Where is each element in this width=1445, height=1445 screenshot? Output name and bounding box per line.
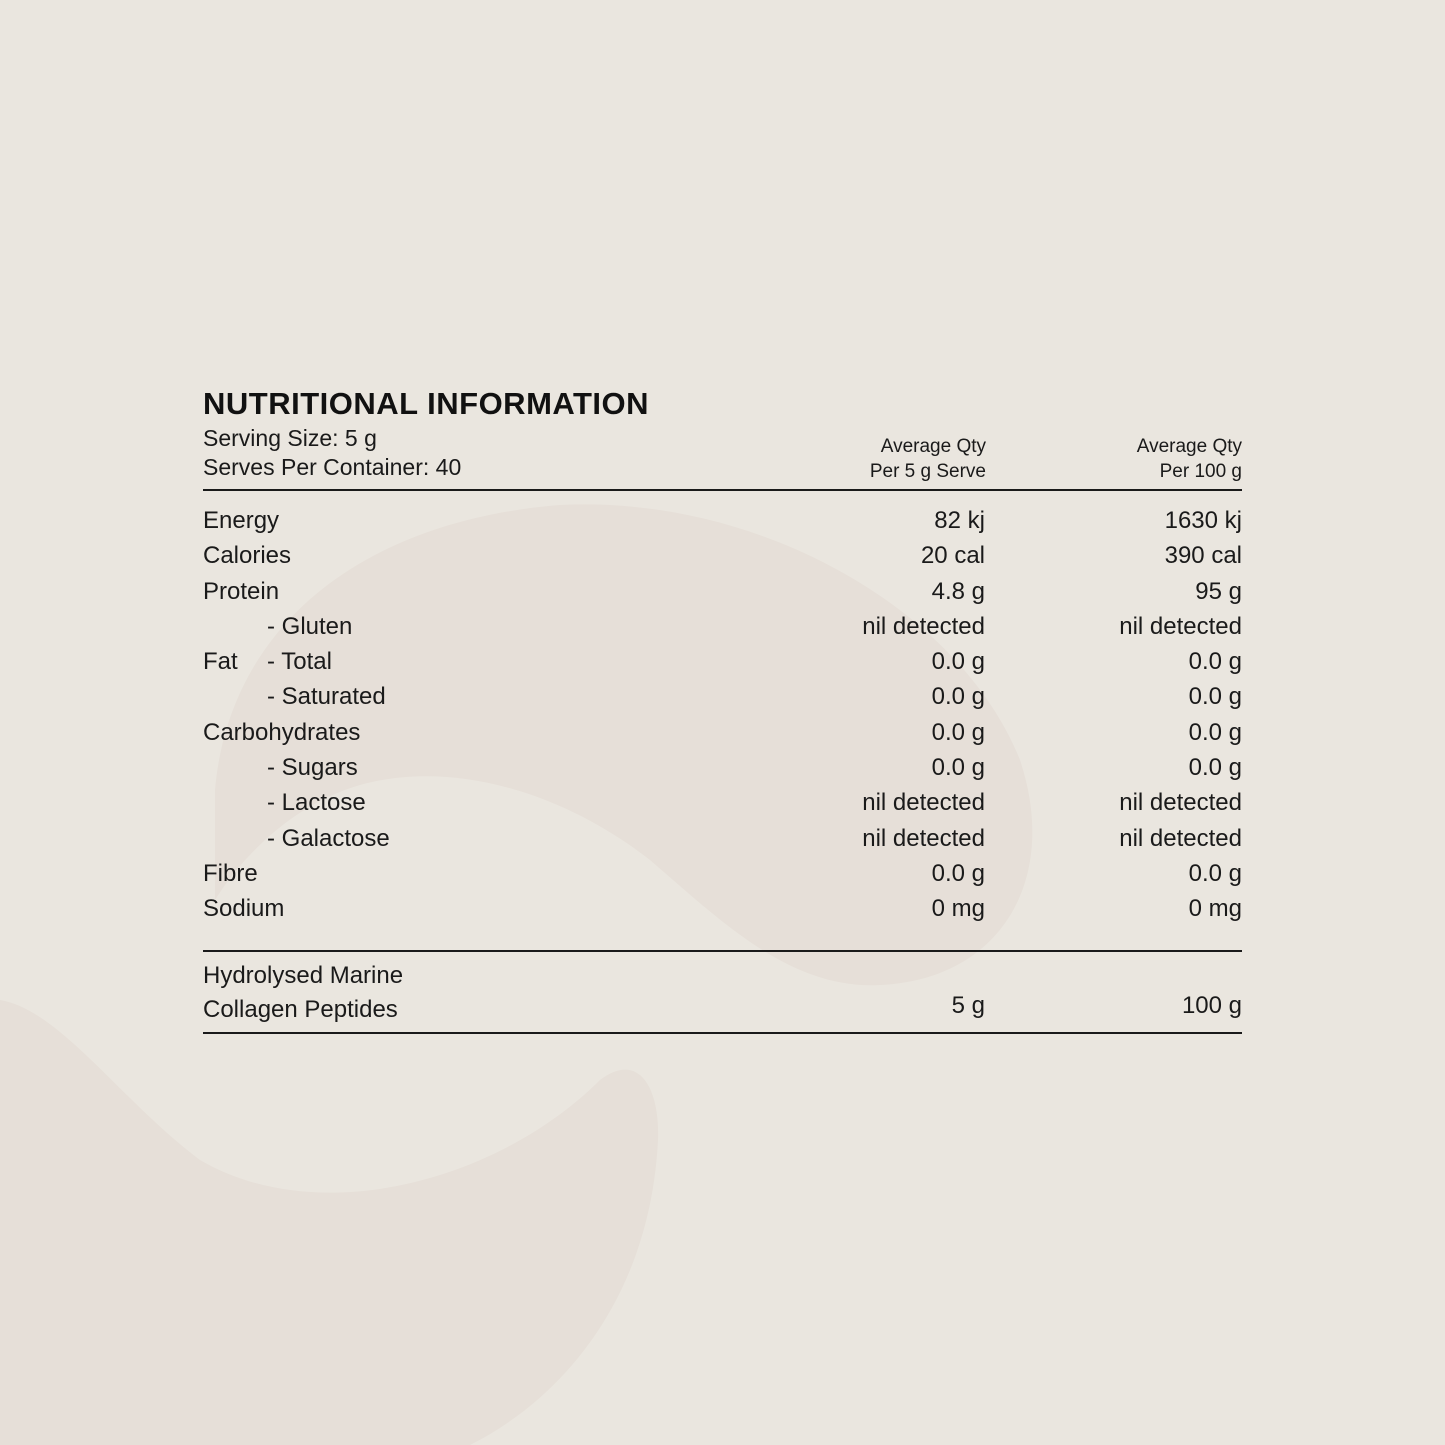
nutrient-label: Sodium [203, 895, 285, 923]
nutrient-row [203, 715, 1242, 750]
nutrient-row [203, 503, 1242, 538]
column-header-line: Average Qty [1136, 436, 1242, 457]
nutrient-label: - Galactose [267, 824, 390, 852]
nutrient-value-per-100g: nil detected [1119, 612, 1242, 640]
nutrient-value-per-100g: 1630 kj [1164, 507, 1242, 534]
nutrient-value-per-serve: 20 cal [920, 542, 985, 570]
nutrient-label: - Saturated [267, 683, 386, 711]
nutrient-row [203, 574, 1242, 609]
column-header-line: Per 5 g Serve [869, 461, 986, 482]
nutrient-value-per-serve: 0 mg [931, 895, 985, 923]
collagen-label-line: Hydrolysed Marine [203, 962, 404, 989]
nutrient-row [203, 679, 1242, 714]
nutrient-value-per-100g: 0 mg [1188, 895, 1242, 923]
nutrient-row [203, 856, 1242, 891]
column-header-line: Per 100 g [1159, 461, 1242, 482]
nutrient-value-per-100g: 0.0 g [1188, 718, 1242, 746]
nutrient-label: Carbohydrates [203, 718, 361, 746]
nutrient-row [203, 785, 1242, 820]
panel-title: NUTRITIONAL INFORMATION [203, 386, 650, 421]
nutrient-value-per-serve: 0.0 g [931, 683, 985, 711]
nutrient-label: - Gluten [267, 612, 353, 640]
header-divider [203, 489, 1242, 491]
nutrient-value-per-serve: nil detected [862, 789, 985, 817]
collagen-label [203, 959, 403, 1027]
nutrient-value-per-100g: nil detected [1119, 824, 1242, 852]
nutrient-label: - Total [267, 648, 332, 676]
nutrient-value-per-serve: 82 kj [934, 507, 985, 534]
nutrient-value-per-100g: 95 g [1195, 577, 1242, 605]
serving-info [203, 424, 461, 482]
nutrient-value-per-100g: 0.0 g [1188, 754, 1242, 782]
nutrient-row [203, 891, 1242, 926]
nutrient-value-per-serve: 0.0 g [931, 718, 985, 746]
nutrient-value-per-serve: 0.0 g [931, 754, 985, 782]
collagen-per-serve: 5 g [951, 992, 985, 1019]
nutrient-row [203, 609, 1242, 644]
nutrient-value-per-100g: 0.0 g [1188, 683, 1242, 711]
nutrient-label: Fibre [203, 859, 258, 887]
nutrient-value-per-serve: 0.0 g [931, 648, 985, 676]
nutrient-row [203, 644, 1242, 679]
bottom-divider [203, 1032, 1242, 1034]
collagen-label-line: Collagen Peptides [203, 996, 398, 1023]
nutrient-row [203, 821, 1242, 856]
nutrient-value-per-serve: 4.8 g [931, 577, 985, 605]
column-header-per-100g [1137, 434, 1242, 484]
serves-per-container: Serves Per Container: 40 [203, 454, 462, 480]
nutrient-label: Protein [203, 577, 280, 605]
collagen-divider [203, 950, 1242, 952]
nutrient-label: Calories [203, 542, 292, 570]
nutrient-value-per-serve: 0.0 g [931, 859, 985, 887]
nutrient-label: - Sugars [267, 754, 358, 782]
nutrient-value-per-serve: nil detected [862, 612, 985, 640]
nutrient-value-per-100g: 0.0 g [1188, 859, 1242, 887]
nutrient-label: - Lactose [267, 789, 366, 817]
column-header-line: Average Qty [880, 436, 986, 457]
column-header-per-serve [870, 434, 986, 484]
nutrient-row [203, 750, 1242, 785]
nutrient-value-per-100g: 0.0 g [1188, 648, 1242, 676]
nutrient-rows [203, 503, 1242, 927]
serving-size: Serving Size: 5 g [203, 425, 377, 451]
nutrient-group-label: Fat [203, 648, 238, 676]
wave-shape-lower [0, 1000, 658, 1445]
nutrient-label: Energy [203, 507, 280, 534]
nutrient-value-per-100g: 390 cal [1164, 542, 1242, 570]
nutrient-row [203, 538, 1242, 573]
nutrient-value-per-serve: nil detected [862, 824, 985, 852]
nutrient-value-per-100g: nil detected [1119, 789, 1242, 817]
collagen-per-100g: 100 g [1181, 992, 1242, 1019]
